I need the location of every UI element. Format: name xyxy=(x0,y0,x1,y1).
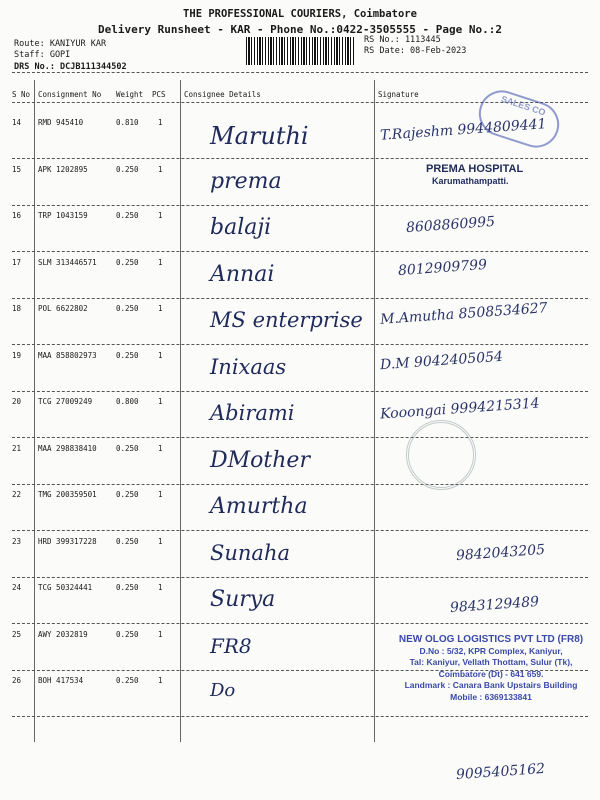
row-weight: 0.250 xyxy=(116,211,139,220)
row-pcs: 1 xyxy=(158,350,163,360)
row-divider xyxy=(12,205,588,206)
row-divider xyxy=(12,437,588,438)
newolog-line3: Tal: Kaniyur, Vellath Thottam, Sulur (Tk), xyxy=(409,657,573,667)
row-consignee-name: MS enterprise xyxy=(210,308,363,332)
row-weight: 0.250 xyxy=(116,257,139,267)
row-consignment-no: TCG 50324441 xyxy=(38,583,93,592)
row-sno: 18 xyxy=(12,304,22,313)
row-sno: 19 xyxy=(12,350,22,360)
row-divider xyxy=(12,484,588,485)
newolog-line2: D.No : 5/32, KPR Complex, Kaniyur, xyxy=(419,645,563,656)
newolog-line4: Coimbatore (Dt) - 641 659. xyxy=(438,668,544,679)
col-header-weight: Weight xyxy=(116,90,144,99)
row-consignment-no: TMG 200359501 xyxy=(38,490,97,499)
barcode xyxy=(246,37,354,65)
row-consignee-name: balaji xyxy=(210,215,272,240)
row-consignment-no: TRP 1043159 xyxy=(38,211,88,220)
row-pcs: 1 xyxy=(158,211,163,220)
row-signature: 9843129489 xyxy=(449,593,540,617)
row-pcs: 1 xyxy=(158,443,163,453)
row-consignee-name: DMother xyxy=(210,447,310,473)
row-sno: 17 xyxy=(12,257,22,267)
row-pcs: 1 xyxy=(158,257,163,267)
sales-co-stamp-text: SALES CO xyxy=(499,93,547,118)
row-sno: 26 xyxy=(12,676,22,685)
row-signature: Kooongai 9994215314 xyxy=(379,395,541,423)
row-consignment-no: POL 6622802 xyxy=(38,304,88,313)
row-pcs: 1 xyxy=(158,164,163,174)
column-divider xyxy=(34,80,35,742)
row-sno: 15 xyxy=(12,164,22,174)
row-divider xyxy=(12,298,588,299)
row-pcs: 1 xyxy=(158,397,163,406)
row-weight: 0.250 xyxy=(116,676,139,685)
column-divider xyxy=(374,80,375,742)
row-pcs: 1 xyxy=(158,676,163,685)
row-signature: T.Rajeshm 9944809441 xyxy=(379,116,547,144)
row-weight: 0.250 xyxy=(116,304,139,313)
newolog-line6: Mobile : 6369133841 xyxy=(450,691,532,702)
row-sno: 24 xyxy=(12,583,22,592)
row-sno: 20 xyxy=(12,397,22,406)
row-divider xyxy=(12,158,588,159)
row-weight: 0.810 xyxy=(116,118,139,127)
row-signature: M.Amutha 8508534627 xyxy=(379,300,549,328)
row-divider xyxy=(12,530,588,531)
row-consignment-no: TCG 27009249 xyxy=(38,397,93,406)
row-consignee-name: Annai xyxy=(210,261,275,287)
row-weight: 0.800 xyxy=(116,397,139,406)
header-rule xyxy=(12,72,588,73)
row-consignment-no: BOH 417534 xyxy=(38,676,84,685)
row-signature: 9095405162 xyxy=(455,760,546,784)
rs-number: RS No.: 1113445 xyxy=(364,35,441,45)
round-seal-stamp xyxy=(406,420,476,490)
row-consignment-no: AWY 2032819 xyxy=(38,629,88,639)
row-consignee-name: Amurtha xyxy=(210,494,308,519)
staff-label: Staff: GOPI xyxy=(14,50,71,60)
row-consignment-no: MAA 298838410 xyxy=(38,443,97,453)
route-label: Route: KANIYUR KAR xyxy=(14,39,107,49)
prema-stamp-place: Karumathampatti. xyxy=(432,176,509,186)
row-weight: 0.250 xyxy=(116,490,139,499)
row-consignee-name: Do xyxy=(210,680,236,701)
row-signature: 8608860995 xyxy=(405,213,496,237)
row-consignee-name: Inixaas xyxy=(210,354,287,379)
row-divider xyxy=(12,251,588,252)
column-divider xyxy=(180,80,181,742)
prema-stamp-name: PREMA HOSPITAL xyxy=(426,163,524,175)
row-divider xyxy=(12,344,588,345)
sales-co-stamp xyxy=(473,84,565,153)
row-consignee-name: FR8 xyxy=(210,633,252,658)
col-header-sno: S No xyxy=(12,90,31,99)
row-divider xyxy=(12,391,588,392)
row-pcs: 1 xyxy=(158,629,163,639)
row-signature: 8012909799 xyxy=(397,256,488,279)
row-consignee-name: Surya xyxy=(210,587,276,612)
row-weight: 0.250 xyxy=(116,536,139,546)
row-consignee-name: Maruthi xyxy=(210,122,309,150)
row-divider xyxy=(12,716,588,717)
row-consignment-no: HRD 399317228 xyxy=(38,536,97,546)
col-header-consignment: Consignment No xyxy=(38,90,102,99)
col-header-pcs: PCS xyxy=(152,90,166,99)
row-weight: 0.250 xyxy=(116,350,139,360)
row-weight: 0.250 xyxy=(116,164,139,174)
row-weight: 0.250 xyxy=(116,629,139,639)
row-sno: 16 xyxy=(12,211,22,220)
row-sno: 22 xyxy=(12,490,22,499)
row-pcs: 1 xyxy=(158,118,163,127)
runsheet-subtitle: Delivery Runsheet - KAR - Phone No.:0422-3505555 - Page No.:2 xyxy=(98,23,502,36)
row-divider xyxy=(12,577,588,578)
rs-date: RS Date: 08-Feb-2023 xyxy=(364,46,467,56)
newolog-line1: NEW OLOG LOGISTICS PVT LTD (FR8) xyxy=(398,634,584,645)
newolog-line5: Landmark : Canara Bank Upstairs Building xyxy=(404,680,578,690)
row-divider xyxy=(12,623,588,624)
row-consignment-no: SLM 313446571 xyxy=(38,257,97,267)
row-consignment-no: RMD 945410 xyxy=(38,118,84,127)
row-pcs: 1 xyxy=(158,304,163,313)
row-sno: 14 xyxy=(12,118,22,127)
newolog-stamp xyxy=(386,634,596,703)
drs-number: DRS No.: DCJB111344502 xyxy=(14,62,127,72)
row-consignee-name: prema xyxy=(210,168,282,194)
row-signature: 9842043205 xyxy=(455,541,546,564)
row-consignee-name: Abirami xyxy=(210,401,295,425)
row-pcs: 1 xyxy=(158,536,163,546)
row-consignment-no: APK 1202895 xyxy=(38,164,88,174)
row-pcs: 1 xyxy=(158,490,163,499)
row-sno: 25 xyxy=(12,629,22,639)
row-sno: 21 xyxy=(12,443,22,453)
col-header-consignee: Consignee Details xyxy=(184,90,261,99)
row-pcs: 1 xyxy=(158,583,163,592)
row-signature: D.M 9042405054 xyxy=(379,348,504,373)
row-sno: 23 xyxy=(12,536,22,546)
row-weight: 0.250 xyxy=(116,583,139,592)
runsheet-title: THE PROFESSIONAL COURIERS, Coimbatore xyxy=(183,8,417,20)
row-consignment-no: MAA 858802973 xyxy=(38,350,97,360)
row-consignee-name: Sunaha xyxy=(210,540,291,565)
col-header-signature: Signature xyxy=(378,90,419,99)
row-weight: 0.250 xyxy=(116,443,139,453)
